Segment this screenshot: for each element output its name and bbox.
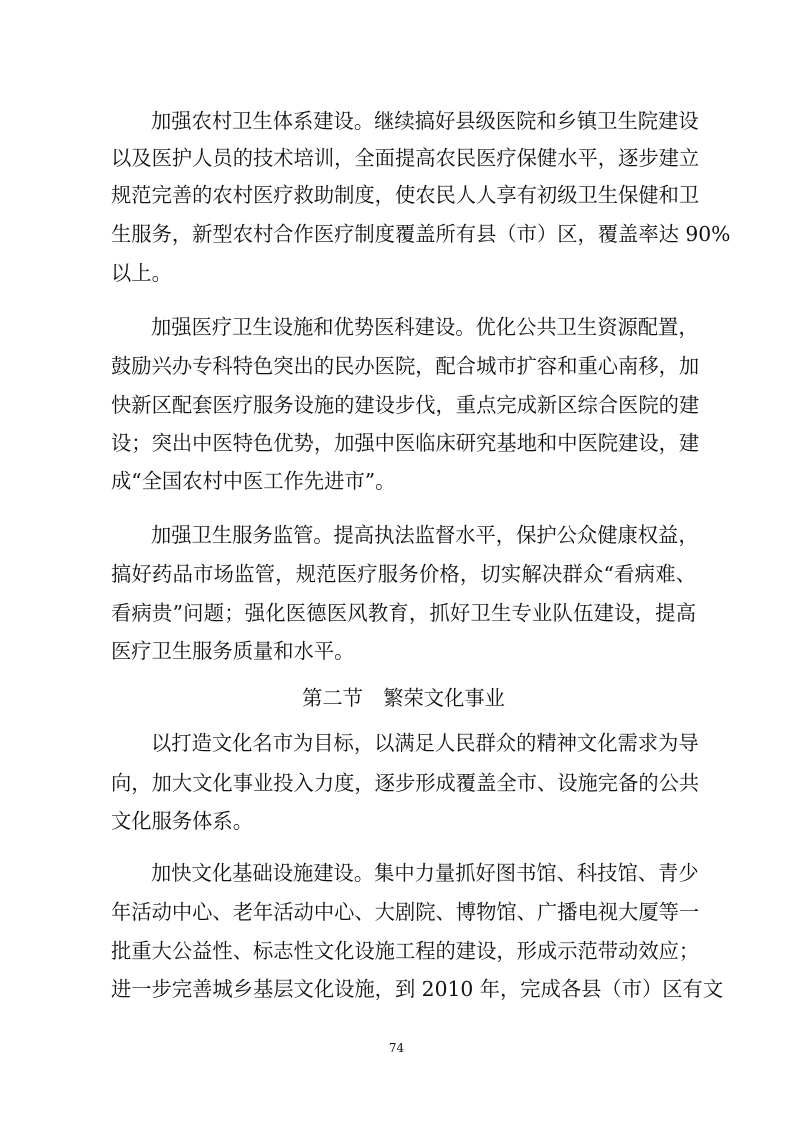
text-line: 进一步完善城乡基层文化设施，到 2010 年，完成各县（市）区有文 bbox=[111, 977, 724, 1001]
text-line: 加强卫生服务监管。提高执法监督水平，保护公众健康权益， bbox=[151, 523, 699, 547]
text-line: 看病贵”问题；强化医德医风教育，抓好卫生专业队伍建设，提高 bbox=[111, 601, 696, 625]
text-line: 快新区配套医疗服务设施的建设步伐，重点完成新区综合医院的建 bbox=[111, 393, 700, 417]
text-line: 加强农村卫生体系建设。继续搞好县级医院和乡镇卫生院建设 bbox=[151, 109, 699, 133]
page-number: 74 bbox=[388, 1041, 405, 1055]
text-line: 成“全国农村中医工作先进市”。 bbox=[111, 469, 396, 493]
text-line: 以及医护人员的技术培训，全面提高农民医疗保健水平，逐步建立 bbox=[111, 146, 700, 170]
text-line: 设；突出中医特色优势，加强中医临床研究基地和中医院建设，建 bbox=[111, 431, 700, 455]
section-heading: 第二节 繁荣文化事业 bbox=[302, 686, 505, 710]
text-line: 规范完善的农村医疗救助制度，使农民人人享有初级卫生保健和卫 bbox=[111, 183, 700, 207]
text-line: 鼓励兴办专科特色突出的民办医院，配合城市扩容和重心南移，加 bbox=[111, 354, 700, 378]
text-line: 文化服务体系。 bbox=[111, 809, 253, 833]
text-line: 以上。 bbox=[111, 261, 172, 285]
text-line: 加快文化基础设施建设。集中力量抓好图书馆、科技馆、青少 bbox=[151, 861, 699, 885]
text-line: 加强医疗卫生设施和优势医科建设。优化公共卫生资源配置， bbox=[151, 315, 699, 339]
text-line: 向，加大文化事业投入力度，逐步形成覆盖全市、设施完备的公共 bbox=[111, 771, 700, 795]
text-line: 以打造文化名市为目标，以满足人民群众的精神文化需求为导 bbox=[151, 731, 699, 755]
text-line: 生服务，新型农村合作医疗制度覆盖所有县（市）区，覆盖率达 90% bbox=[111, 222, 731, 246]
text-line: 医疗卫生服务质量和水平。 bbox=[111, 639, 355, 663]
text-line: 年活动中心、老年活动中心、大剧院、博物馆、广播电视大厦等一 bbox=[111, 900, 700, 924]
text-line: 搞好药品市场监管，规范医疗服务价格，切实解决群众“看病难、 bbox=[111, 562, 696, 586]
text-line: 批重大公益性、标志性文化设施工程的建设，形成示范带动效应； bbox=[111, 939, 700, 963]
